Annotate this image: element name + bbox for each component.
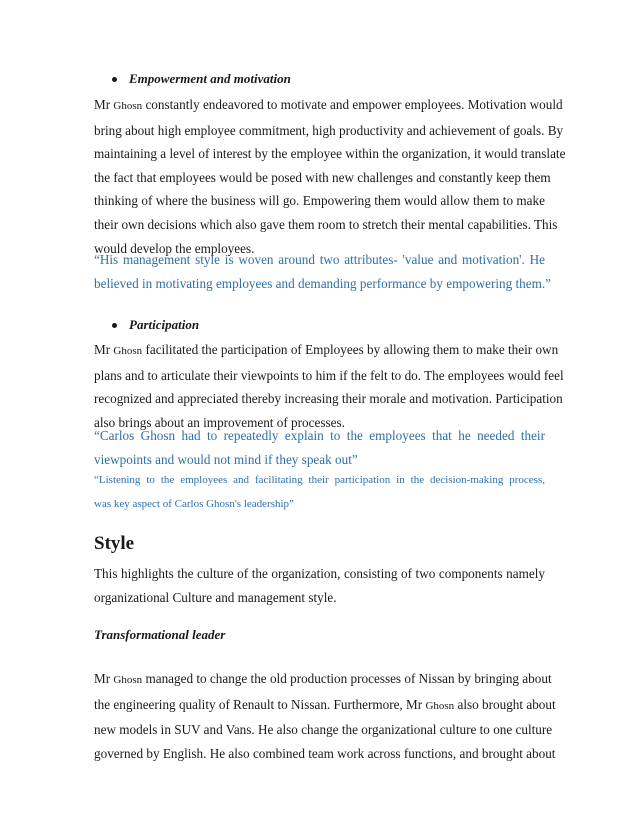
participation-text: facilitated the participation of Employees by allowing them to make their own <box>142 342 559 357</box>
style-line: organizational Culture and management style. <box>94 589 337 605</box>
name-ghosn: Ghosn <box>113 345 143 357</box>
name-ghosn: Ghosn <box>113 674 143 686</box>
participation-text: Mr <box>94 342 114 357</box>
name-ghosn: Ghosn <box>425 699 455 712</box>
empowerment-quote-line: “His management style is woven around two attributes- 'value and motivation'. He <box>94 252 545 267</box>
bullet-empowerment <box>112 71 291 87</box>
transformational-line <box>94 718 553 742</box>
empowerment-text: their own decisions which also gave them room to stretch their mental capabilities. This <box>94 216 558 232</box>
participation-quote-line: viewpoints and would not mind if they speak out” <box>94 451 358 467</box>
transformational-paragraph <box>94 667 556 765</box>
style-paragraph <box>94 562 545 609</box>
transformational-text: Mr <box>94 671 114 686</box>
transformational-line <box>94 742 556 766</box>
empowerment-text: would develop the employees. <box>94 240 255 256</box>
empowerment-quote-line: believed in motivating employees and demanding performance by empowering them.” <box>94 275 552 291</box>
participation-quote-line: “Carlos Ghosn had to repeatedly explain to the employees that he needed their <box>94 428 545 443</box>
bullet-participation-label: Participation <box>129 317 200 332</box>
empowerment-line <box>94 142 566 166</box>
empowerment-text: constantly endeavored to motivate and empower employees. Motivation would <box>142 97 563 112</box>
transformational-line <box>94 667 552 693</box>
bullet-empowerment-label: Empowerment and motivation <box>129 71 291 86</box>
participation-text: also brings about an improvement of processes. <box>94 414 345 430</box>
style-line: This highlights the culture of the organization, consisting of two components namely <box>94 566 545 581</box>
transformational-subheading: Transformational leader <box>94 627 226 642</box>
style-heading: Style <box>94 533 135 554</box>
empowerment-line <box>94 213 558 237</box>
bullet-participation <box>112 317 199 333</box>
participation-text: plans and to articulate their viewpoints to him if the felt to do. The employees would feel <box>94 367 564 383</box>
empowerment-quote <box>94 248 552 295</box>
participation-paragraph <box>94 338 564 434</box>
bullet-dot-icon <box>112 323 117 328</box>
empowerment-text: the fact that employees would be posed with new challenges and constantly keep them <box>94 169 551 185</box>
empowerment-text: Mr <box>94 97 114 112</box>
empowerment-line <box>94 166 551 190</box>
participation-small-quote-line: “Listening to the employees and facilitating their participation in the decision-making process, <box>94 474 545 486</box>
transformational-text: the engineering quality of Renault to Nissan. Furthermore, Mr <box>94 696 426 712</box>
participation-quote <box>94 424 545 471</box>
empowerment-paragraph <box>94 93 566 260</box>
empowerment-line <box>94 189 545 213</box>
transformational-text: also brought about <box>454 696 556 712</box>
empowerment-line <box>94 93 563 119</box>
participation-small-quote-line: was key aspect of Carlos Ghosn's leadership” <box>94 498 294 510</box>
transformational-text: managed to change the old production processes of Nissan by bringing about <box>142 671 552 686</box>
transformational-line <box>94 693 556 719</box>
participation-line <box>94 387 563 411</box>
empowerment-text: bring about high employee commitment, high productivity and achievement of goals. By <box>94 122 564 138</box>
participation-line <box>94 364 564 388</box>
participation-line <box>94 338 559 364</box>
empowerment-text: maintaining a level of interest by the employee within the organization, it would translate <box>94 146 566 162</box>
bullet-dot-icon <box>112 77 117 82</box>
name-ghosn: Ghosn <box>113 100 143 112</box>
empowerment-line <box>94 119 564 143</box>
participation-text: recognized and appreciated thereby increasing their morale and motivation. Participation <box>94 391 563 407</box>
participation-small-quote <box>94 468 545 516</box>
transformational-text: governed by English. He also combined team work across functions, and brought about <box>94 745 556 761</box>
transformational-text: new models in SUV and Vans. He also change the organizational culture to one culture <box>94 722 553 738</box>
empowerment-text: thinking of where the business will go. Empowering them would allow them to make <box>94 193 545 209</box>
